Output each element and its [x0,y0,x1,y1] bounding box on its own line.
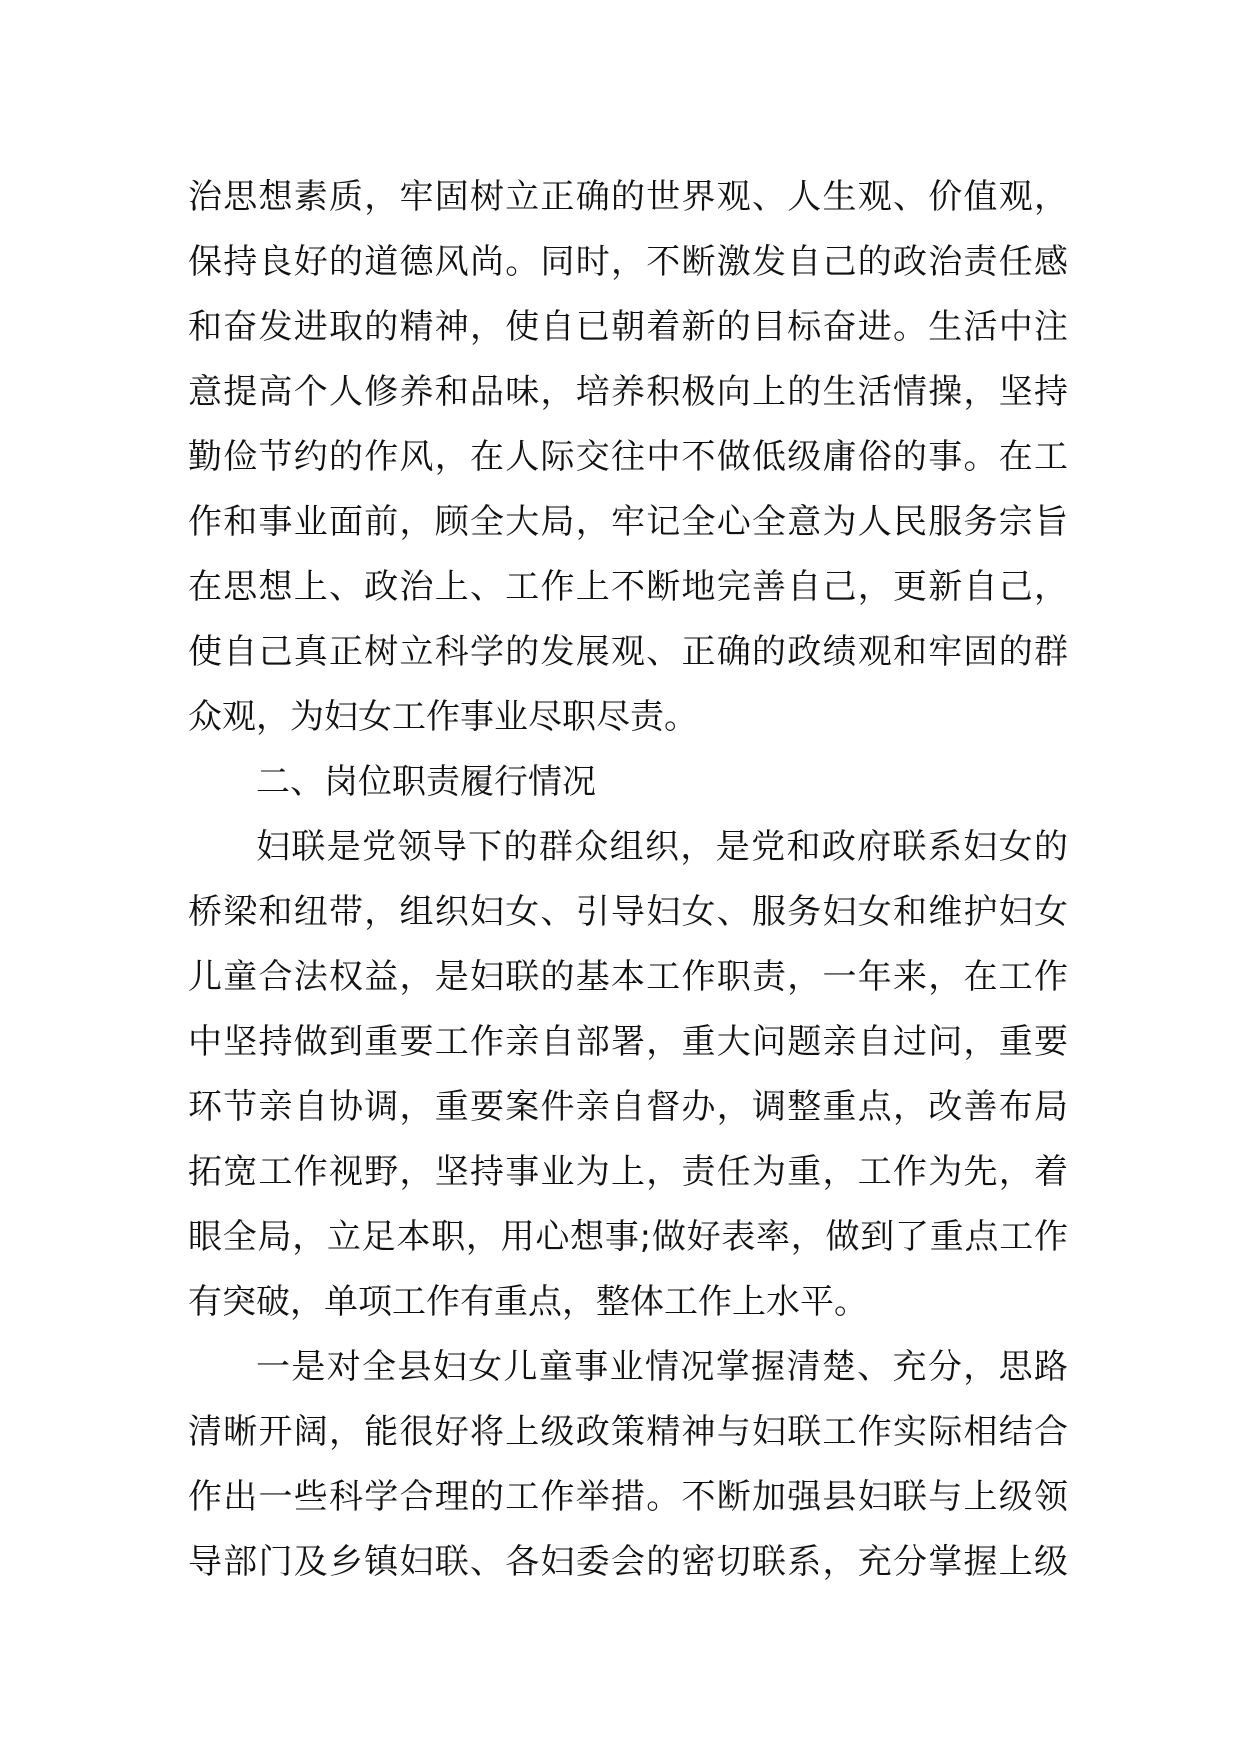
text-line: 桥梁和纽带，组织妇女、引导妇女、服务妇女和维护妇女 [188,892,1068,932]
body-text [188,165,1068,1595]
text-line: 有突破，单项工作有重点，整体工作上水平。 [188,1282,868,1322]
text-line: 作和事业面前，顾全大局，牢记全心全意为人民服务宗旨 [188,502,1068,542]
text-line: 和奋发进取的精神，使自已朝着新的目标奋进。生活中注 [188,307,1068,347]
text-line: 治思想素质，牢固树立正确的世界观、人生观、价值观， [188,177,1068,217]
text-line: 众观，为妇女工作事业尽职尽责。 [188,697,698,737]
text-line: 环节亲自协调，重要案件亲自督办，调整重点，改善布局 [188,1087,1068,1127]
text-line: 中坚持做到重要工作亲自部署，重大问题亲自过问，重要 [188,1022,1068,1062]
text-line: 导部门及乡镇妇联、各妇委会的密切联系，充分掌握上级 [188,1542,1068,1582]
text-line: 保持良好的道德风尚。同时，不断激发自己的政治责任感 [188,242,1068,282]
text-line: 作出一些科学合理的工作举措。不断加强县妇联与上级领 [188,1477,1068,1517]
text-line: 儿童合法权益，是妇联的基本工作职责，一年来，在工作 [188,957,1068,997]
text-line: 妇联是党领导下的群众组织，是党和政府联系妇女的 [256,827,1068,867]
text-line: 使自己真正树立科学的发展观、正确的政绩观和牢固的群 [188,632,1068,672]
text-line: 清晰开阔，能很好将上级政策精神与妇联工作实际相结合 [188,1412,1068,1452]
text-line: 在思想上、政治上、工作上不断地完善自己，更新自己， [188,567,1068,607]
text-line: 拓宽工作视野，坚持事业为上，责任为重，工作为先，着 [188,1152,1068,1192]
text-line: 一是对全县妇女儿童事业情况掌握清楚、充分，思路 [256,1347,1068,1387]
text-line: 二、岗位职责履行情况 [256,762,596,802]
text-line: 意提高个人修养和品味，培养积极向上的生活情操，坚持 [188,372,1068,412]
text-line: 勤俭节约的作风，在人际交往中不做低级庸俗的事。在工 [188,437,1068,477]
text-line: 眼全局，立足本职，用心想事;做好表率，做到了重点工作 [188,1217,1068,1257]
